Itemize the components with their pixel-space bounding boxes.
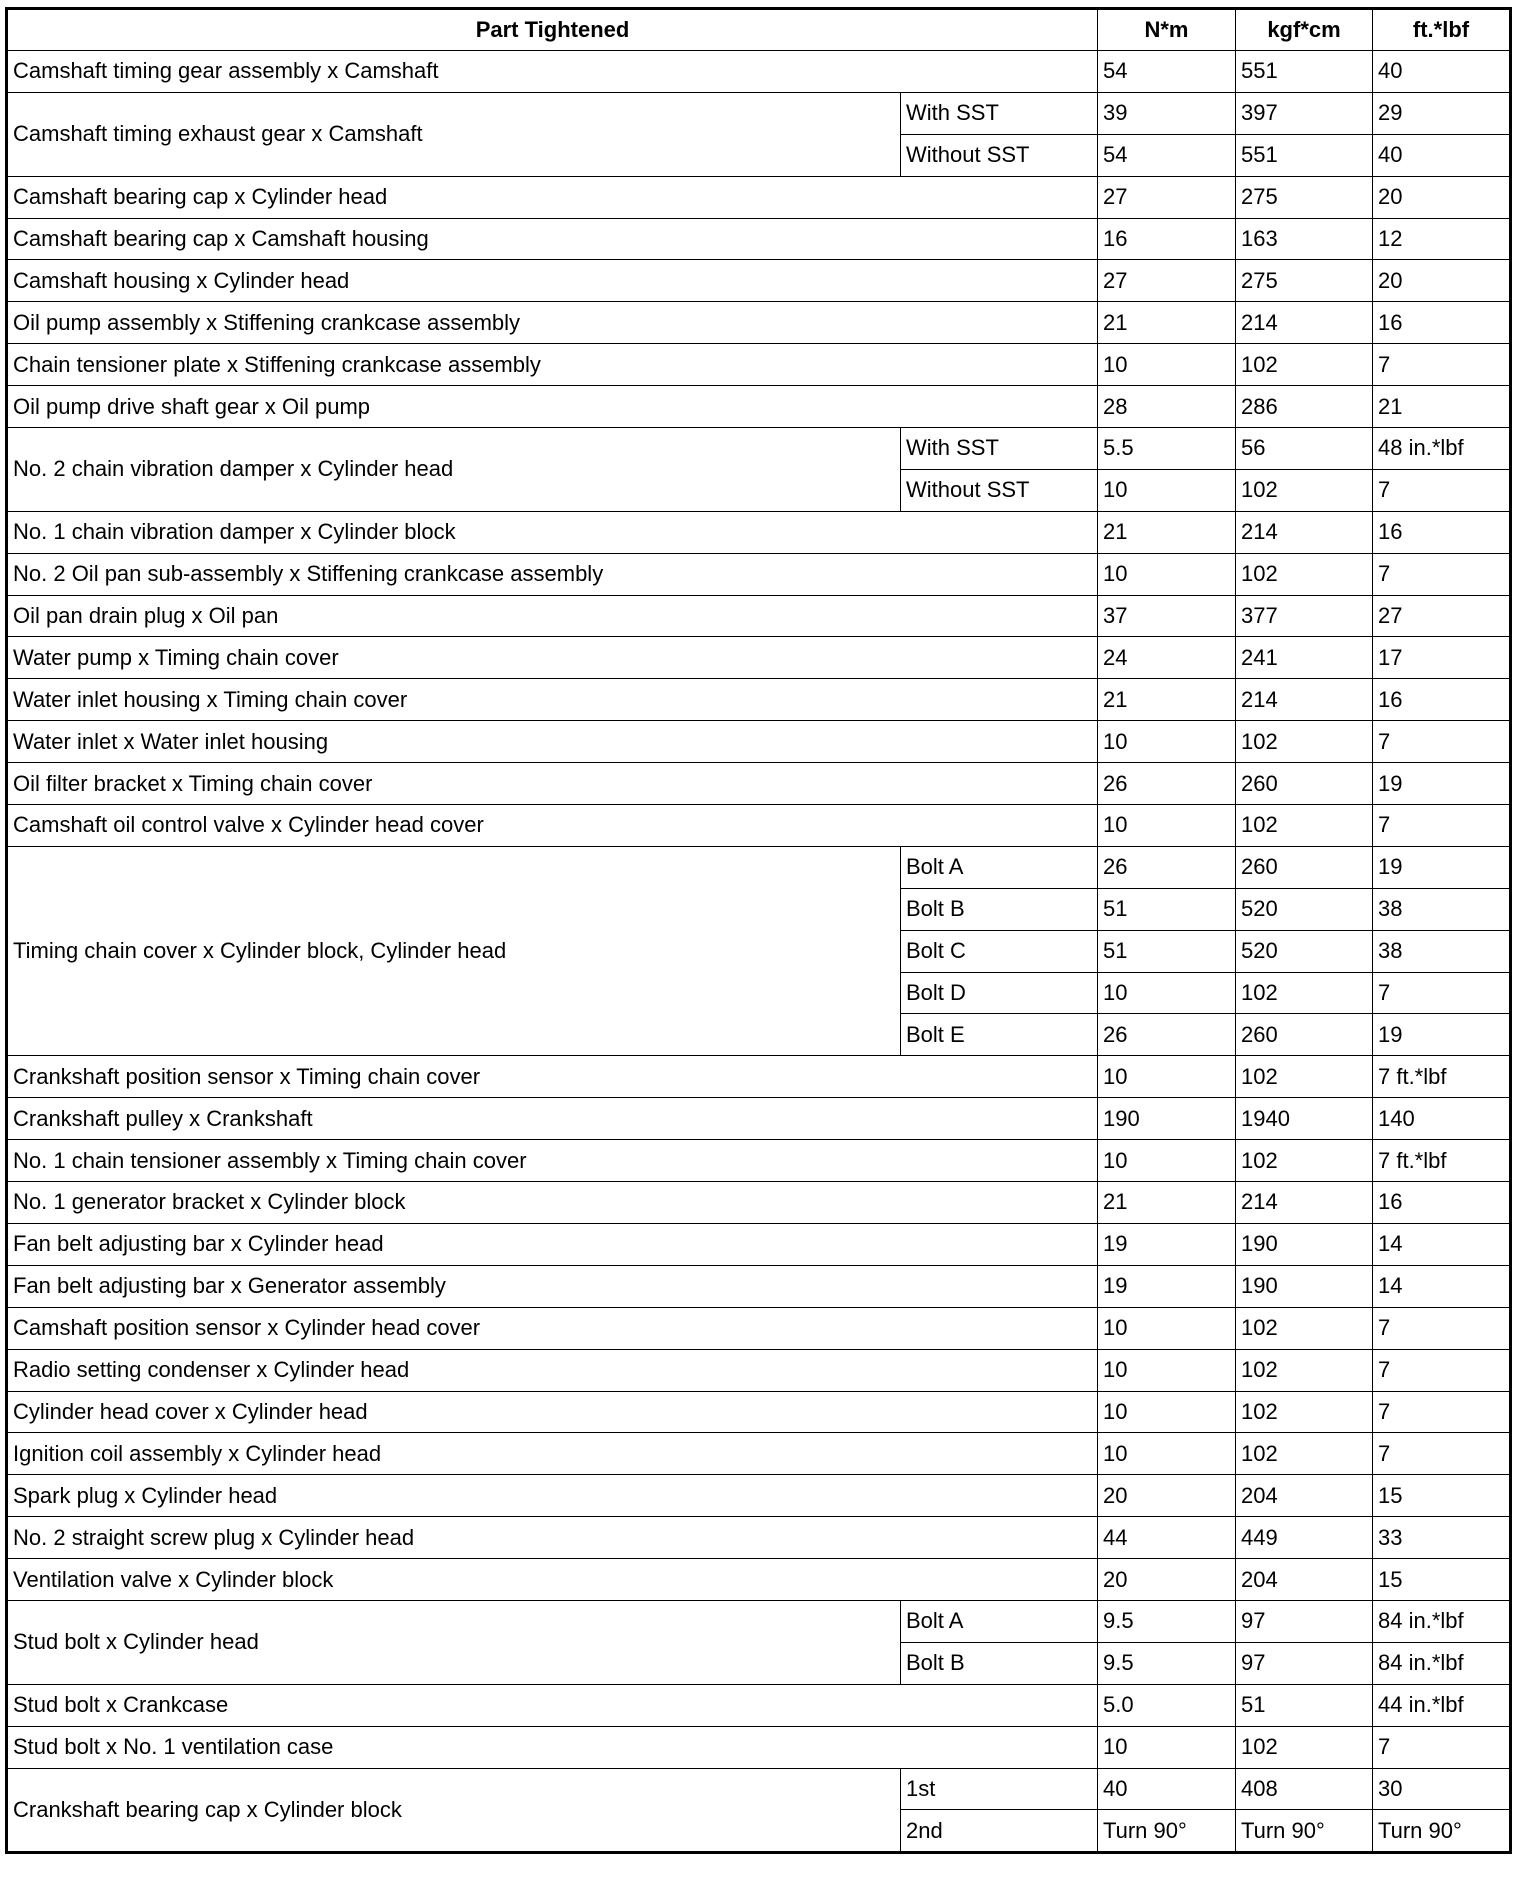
value-ft-lbf: 84 in.*lbf [1373,1642,1511,1684]
part-name: Camshaft timing exhaust gear x Camshaft [7,92,901,176]
value-nm: 37 [1098,595,1236,637]
condition-label: Bolt A [901,1600,1098,1642]
value-kgf-cm: 102 [1236,1307,1373,1349]
value-nm: 10 [1098,344,1236,386]
value-nm: 5.5 [1098,428,1236,470]
part-name: Stud bolt x Crankcase [7,1684,1098,1726]
part-name: Camshaft housing x Cylinder head [7,260,1098,302]
value-nm: 190 [1098,1098,1236,1140]
value-ft-lbf: 17 [1373,637,1511,679]
part-name: Crankshaft pulley x Crankshaft [7,1098,1098,1140]
value-ft-lbf: 7 [1373,1726,1511,1768]
condition-label: Bolt C [901,930,1098,972]
value-kgf-cm: 102 [1236,972,1373,1014]
value-nm: 19 [1098,1265,1236,1307]
value-ft-lbf: 7 ft.*lbf [1373,1140,1511,1182]
value-kgf-cm: 163 [1236,218,1373,260]
value-ft-lbf: 19 [1373,1014,1511,1056]
value-ft-lbf: 20 [1373,260,1511,302]
value-nm: 44 [1098,1517,1236,1559]
table-row [7,1307,1511,1349]
table-row [7,302,1511,344]
value-kgf-cm: 1940 [1236,1098,1373,1140]
table-row [7,218,1511,260]
value-ft-lbf: 14 [1373,1223,1511,1265]
value-ft-lbf: 19 [1373,846,1511,888]
value-nm: 10 [1098,1349,1236,1391]
value-nm: 54 [1098,51,1236,93]
header-kgf-cm: kgf*cm [1236,9,1373,51]
value-kgf-cm: 377 [1236,595,1373,637]
value-kgf-cm: 204 [1236,1475,1373,1517]
value-kgf-cm: 286 [1236,386,1373,428]
part-name: No. 1 chain tensioner assembly x Timing chain cover [7,1140,1098,1182]
value-nm: 10 [1098,1056,1236,1098]
value-nm: 21 [1098,1182,1236,1224]
condition-label: Without SST [901,134,1098,176]
value-nm: 27 [1098,176,1236,218]
part-name: Camshaft oil control valve x Cylinder head cover [7,805,1098,847]
table-row [7,260,1511,302]
value-nm: 28 [1098,386,1236,428]
condition-label: Bolt D [901,972,1098,1014]
value-ft-lbf: 21 [1373,386,1511,428]
value-kgf-cm: 51 [1236,1684,1373,1726]
value-kgf-cm: 190 [1236,1223,1373,1265]
value-kgf-cm: 260 [1236,763,1373,805]
value-kgf-cm: 551 [1236,134,1373,176]
value-ft-lbf: 33 [1373,1517,1511,1559]
value-nm: 26 [1098,1014,1236,1056]
value-kgf-cm: 260 [1236,846,1373,888]
torque-specification-table [5,7,1512,1854]
value-nm: 9.5 [1098,1642,1236,1684]
value-ft-lbf: 7 [1373,1307,1511,1349]
table-row [7,1559,1511,1601]
part-name: No. 1 generator bracket x Cylinder block [7,1182,1098,1224]
part-name: Oil pan drain plug x Oil pan [7,595,1098,637]
value-ft-lbf: 15 [1373,1475,1511,1517]
table-row [7,637,1511,679]
value-nm: 26 [1098,846,1236,888]
value-kgf-cm: 260 [1236,1014,1373,1056]
value-nm: 5.0 [1098,1684,1236,1726]
part-name: Oil filter bracket x Timing chain cover [7,763,1098,805]
value-kgf-cm: 520 [1236,888,1373,930]
value-nm: 20 [1098,1475,1236,1517]
value-kgf-cm: 408 [1236,1768,1373,1810]
part-name: No. 2 chain vibration damper x Cylinder head [7,428,901,512]
value-nm: 9.5 [1098,1600,1236,1642]
value-kgf-cm: Turn 90° [1236,1810,1373,1853]
value-kgf-cm: 102 [1236,469,1373,511]
table-row [7,1265,1511,1307]
value-ft-lbf: 48 in.*lbf [1373,428,1511,470]
value-ft-lbf: 140 [1373,1098,1511,1140]
value-nm: 51 [1098,930,1236,972]
value-nm: 20 [1098,1559,1236,1601]
value-nm: 16 [1098,218,1236,260]
value-nm: 10 [1098,1140,1236,1182]
value-nm: 54 [1098,134,1236,176]
part-name: No. 2 Oil pan sub-assembly x Stiffening crankcase assembly [7,553,1098,595]
value-ft-lbf: 7 [1373,1433,1511,1475]
part-name: Crankshaft position sensor x Timing chain cover [7,1056,1098,1098]
part-name: Oil pump drive shaft gear x Oil pump [7,386,1098,428]
table-row [7,1140,1511,1182]
value-ft-lbf: 7 [1373,1391,1511,1433]
value-nm: 21 [1098,302,1236,344]
table-row [7,1433,1511,1475]
value-ft-lbf: 27 [1373,595,1511,637]
value-nm: Turn 90° [1098,1810,1236,1853]
value-nm: 27 [1098,260,1236,302]
table-row [7,176,1511,218]
value-kgf-cm: 214 [1236,1182,1373,1224]
table-row [7,1223,1511,1265]
value-nm: 10 [1098,1726,1236,1768]
table-row [7,805,1511,847]
table-row [7,1517,1511,1559]
value-kgf-cm: 397 [1236,92,1373,134]
condition-label: 1st [901,1768,1098,1810]
part-name: Ignition coil assembly x Cylinder head [7,1433,1098,1475]
part-name: Ventilation valve x Cylinder block [7,1559,1098,1601]
value-nm: 10 [1098,805,1236,847]
value-ft-lbf: 7 [1373,553,1511,595]
part-name: Oil pump assembly x Stiffening crankcase assembly [7,302,1098,344]
value-kgf-cm: 97 [1236,1642,1373,1684]
value-ft-lbf: Turn 90° [1373,1810,1511,1853]
value-ft-lbf: 30 [1373,1768,1511,1810]
table-row [7,428,1511,470]
value-nm: 51 [1098,888,1236,930]
table-row [7,763,1511,805]
value-kgf-cm: 102 [1236,721,1373,763]
value-ft-lbf: 7 ft.*lbf [1373,1056,1511,1098]
table-row [7,1475,1511,1517]
value-ft-lbf: 7 [1373,972,1511,1014]
value-kgf-cm: 551 [1236,51,1373,93]
table-row [7,1684,1511,1726]
value-ft-lbf: 16 [1373,1182,1511,1224]
condition-label: Bolt A [901,846,1098,888]
value-ft-lbf: 7 [1373,469,1511,511]
value-ft-lbf: 40 [1373,51,1511,93]
value-kgf-cm: 102 [1236,1433,1373,1475]
value-ft-lbf: 15 [1373,1559,1511,1601]
value-kgf-cm: 102 [1236,344,1373,386]
table-row [7,553,1511,595]
value-ft-lbf: 14 [1373,1265,1511,1307]
part-name: Water inlet housing x Timing chain cover [7,679,1098,721]
table-row [7,1391,1511,1433]
value-ft-lbf: 16 [1373,679,1511,721]
value-ft-lbf: 12 [1373,218,1511,260]
table-body [7,51,1511,1853]
table-row [7,1768,1511,1810]
condition-label: Bolt B [901,1642,1098,1684]
table-row [7,721,1511,763]
condition-label: Without SST [901,469,1098,511]
value-ft-lbf: 16 [1373,511,1511,553]
value-nm: 10 [1098,972,1236,1014]
value-kgf-cm: 102 [1236,553,1373,595]
value-nm: 40 [1098,1768,1236,1810]
part-name: Chain tensioner plate x Stiffening crankcase assembly [7,344,1098,386]
value-nm: 21 [1098,511,1236,553]
part-name: Crankshaft bearing cap x Cylinder block [7,1768,901,1853]
value-kgf-cm: 214 [1236,511,1373,553]
part-name: Stud bolt x No. 1 ventilation case [7,1726,1098,1768]
value-ft-lbf: 84 in.*lbf [1373,1600,1511,1642]
condition-label: Bolt B [901,888,1098,930]
part-name: No. 2 straight screw plug x Cylinder head [7,1517,1098,1559]
part-name: Cylinder head cover x Cylinder head [7,1391,1098,1433]
value-kgf-cm: 102 [1236,1349,1373,1391]
table-row [7,595,1511,637]
value-ft-lbf: 44 in.*lbf [1373,1684,1511,1726]
table-row [7,1056,1511,1098]
value-ft-lbf: 29 [1373,92,1511,134]
table-row [7,92,1511,134]
value-ft-lbf: 16 [1373,302,1511,344]
value-kgf-cm: 102 [1236,1391,1373,1433]
table-row [7,1349,1511,1391]
table-row [7,846,1511,888]
value-kgf-cm: 97 [1236,1600,1373,1642]
value-ft-lbf: 38 [1373,930,1511,972]
table-row [7,1726,1511,1768]
value-kgf-cm: 56 [1236,428,1373,470]
condition-label: With SST [901,428,1098,470]
value-kgf-cm: 204 [1236,1559,1373,1601]
value-nm: 10 [1098,553,1236,595]
part-name: Radio setting condenser x Cylinder head [7,1349,1098,1391]
value-kgf-cm: 102 [1236,1726,1373,1768]
value-nm: 10 [1098,721,1236,763]
value-kgf-cm: 275 [1236,176,1373,218]
part-name: Camshaft position sensor x Cylinder head cover [7,1307,1098,1349]
header-row [7,9,1511,51]
header-part-tightened: Part Tightened [7,9,1098,51]
value-nm: 21 [1098,679,1236,721]
value-ft-lbf: 20 [1373,176,1511,218]
value-nm: 19 [1098,1223,1236,1265]
value-kgf-cm: 102 [1236,1140,1373,1182]
value-ft-lbf: 7 [1373,721,1511,763]
value-nm: 26 [1098,763,1236,805]
value-kgf-cm: 275 [1236,260,1373,302]
part-name: Camshaft bearing cap x Cylinder head [7,176,1098,218]
value-nm: 10 [1098,1391,1236,1433]
part-name: Timing chain cover x Cylinder block, Cylinder head [7,846,901,1055]
value-kgf-cm: 520 [1236,930,1373,972]
condition-label: 2nd [901,1810,1098,1853]
value-nm: 10 [1098,1433,1236,1475]
value-nm: 10 [1098,1307,1236,1349]
part-name: Fan belt adjusting bar x Generator assembly [7,1265,1098,1307]
table-row [7,1182,1511,1224]
part-name: Stud bolt x Cylinder head [7,1600,901,1684]
value-kgf-cm: 449 [1236,1517,1373,1559]
value-ft-lbf: 40 [1373,134,1511,176]
value-kgf-cm: 102 [1236,1056,1373,1098]
part-name: Water inlet x Water inlet housing [7,721,1098,763]
value-ft-lbf: 7 [1373,1349,1511,1391]
part-name: Camshaft timing gear assembly x Camshaft [7,51,1098,93]
value-nm: 39 [1098,92,1236,134]
value-nm: 24 [1098,637,1236,679]
value-ft-lbf: 19 [1373,763,1511,805]
table-row [7,386,1511,428]
part-name: Camshaft bearing cap x Camshaft housing [7,218,1098,260]
table-row [7,51,1511,93]
value-kgf-cm: 241 [1236,637,1373,679]
value-ft-lbf: 38 [1373,888,1511,930]
table-row [7,344,1511,386]
header-ft-lbf: ft.*lbf [1373,9,1511,51]
value-kgf-cm: 214 [1236,679,1373,721]
part-name: Spark plug x Cylinder head [7,1475,1098,1517]
table-row [7,1600,1511,1642]
table-row [7,511,1511,553]
part-name: Fan belt adjusting bar x Cylinder head [7,1223,1098,1265]
table-row [7,679,1511,721]
value-ft-lbf: 7 [1373,344,1511,386]
value-nm: 10 [1098,469,1236,511]
value-kgf-cm: 190 [1236,1265,1373,1307]
part-name: No. 1 chain vibration damper x Cylinder block [7,511,1098,553]
value-ft-lbf: 7 [1373,805,1511,847]
header-nm: N*m [1098,9,1236,51]
value-kgf-cm: 214 [1236,302,1373,344]
condition-label: Bolt E [901,1014,1098,1056]
part-name: Water pump x Timing chain cover [7,637,1098,679]
condition-label: With SST [901,92,1098,134]
table-row [7,1098,1511,1140]
value-kgf-cm: 102 [1236,805,1373,847]
